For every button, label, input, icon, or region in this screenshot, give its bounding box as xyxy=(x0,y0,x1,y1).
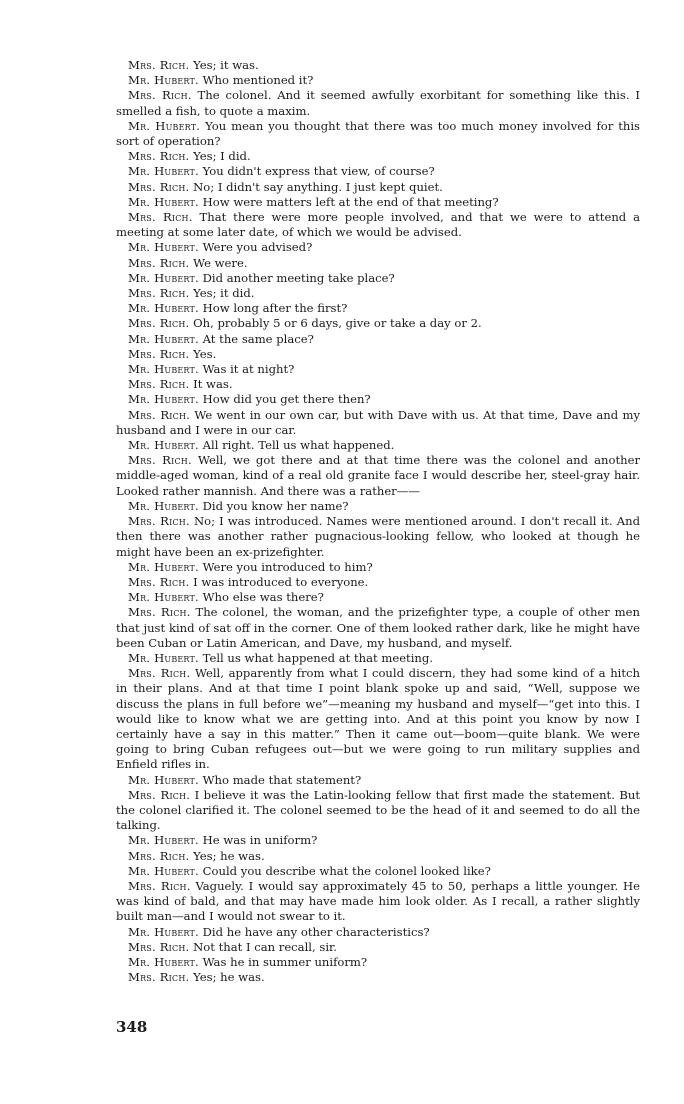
testimony-paragraph xyxy=(116,286,640,301)
testimony-text: Oh, probably 5 or 6 days, give or take a day or 2. xyxy=(193,316,482,331)
testimony-paragraph xyxy=(116,925,640,940)
testimony-paragraph xyxy=(116,180,640,195)
speaker-name: Mrs. Rich. xyxy=(128,939,190,954)
testimony-paragraph xyxy=(116,149,640,164)
testimony-text: Well, apparently from what I could discern, they had some kind of a hitch in their plans. And at that time I point blank spoke up and said, “Well, suppose we discuss the plans in full before we”—meaning my husband and myself—“get into this. I would like to know what we are getting into. And at this point you know by now I certainly have a say in this matter.” Then it came out—boom—quite blank. We were going to bring Cuban refugees out—but we were going to run military supplies and Enfield rifles in. xyxy=(116,666,640,772)
testimony-paragraph xyxy=(116,514,640,560)
testimony-text: Who mentioned it? xyxy=(202,73,314,88)
testimony-text: Was it at night? xyxy=(202,362,295,377)
testimony-paragraph xyxy=(116,58,640,73)
testimony-text: The colonel, the woman, and the prizefighter type, a couple of other men that just kind of sat off in the corner. One of them looked rather dark, like he might have been Cuban or Latin American, and Dave, my husband, and myself. xyxy=(116,605,641,650)
testimony-paragraph xyxy=(116,88,640,118)
testimony-paragraph xyxy=(116,332,640,347)
testimony-paragraph xyxy=(116,453,640,499)
speaker-name: Mrs. Rich. xyxy=(128,970,190,985)
speaker-name: Mr. Hubert. xyxy=(128,833,199,848)
speaker-name: Mrs. Rich. xyxy=(128,346,190,361)
testimony-text: Who else was there? xyxy=(202,590,324,605)
speaker-name: Mrs. Rich. xyxy=(128,149,190,164)
speaker-name: Mrs. Rich. xyxy=(128,210,193,225)
testimony-paragraph xyxy=(116,788,640,834)
testimony-paragraph xyxy=(116,240,640,255)
testimony-text: We went in our own car, but with Dave with us. At that time, Dave and my husband and I were in our car. xyxy=(116,407,641,437)
testimony-paragraph xyxy=(116,347,640,362)
speaker-name: Mr. Hubert. xyxy=(128,498,199,513)
testimony-text: Yes; he was. xyxy=(193,848,265,863)
testimony-text: Did you know her name? xyxy=(202,498,349,513)
testimony-text: At the same place? xyxy=(202,331,314,346)
testimony-text: Tell us what happened at that meeting. xyxy=(202,650,433,665)
testimony-paragraph xyxy=(116,438,640,453)
testimony-paragraph xyxy=(116,833,640,848)
testimony-text: How were matters left at the end of that meeting? xyxy=(202,194,499,209)
speaker-name: Mr. Hubert. xyxy=(128,863,199,878)
testimony-text: That there were more people involved, and that we were to attend a meeting at some later date, of which we would be advised. xyxy=(116,210,641,240)
testimony-text: Did another meeting take place? xyxy=(202,270,395,285)
testimony-text: He was in uniform? xyxy=(202,833,318,848)
speaker-name: Mr. Hubert. xyxy=(128,954,199,969)
testimony-paragraph xyxy=(116,73,640,88)
speaker-name: Mr. Hubert. xyxy=(128,924,199,939)
testimony-text: Could you describe what the colonel looked like? xyxy=(202,863,491,878)
speaker-name: Mrs. Rich. xyxy=(128,58,190,72)
testimony-text: You didn't express that view, of course? xyxy=(202,164,435,179)
testimony-text: Vaguely. I would say approximately 45 to 50, perhaps a little younger. He was kind of bald, and that may have made him look older. As I recall, a rather slightly built man—and I would not swear to it. xyxy=(116,878,641,924)
testimony-text: Yes. xyxy=(193,346,217,361)
testimony-paragraph xyxy=(116,195,640,210)
speaker-name: Mr. Hubert. xyxy=(128,301,199,316)
speaker-name: Mrs. Rich. xyxy=(128,179,190,194)
speaker-name: Mrs. Rich. xyxy=(128,88,192,103)
testimony-text: We were. xyxy=(193,255,248,270)
testimony-text: Did he have any other characteristics? xyxy=(202,924,430,939)
testimony-paragraph xyxy=(116,651,640,666)
speaker-name: Mrs. Rich. xyxy=(128,255,190,270)
testimony-paragraph xyxy=(116,499,640,514)
testimony-paragraph xyxy=(116,879,640,925)
testimony-paragraph xyxy=(116,560,640,575)
testimony-paragraph xyxy=(116,210,640,240)
testimony-text: No; I didn't say anything. I just kept quiet. xyxy=(193,179,443,194)
testimony-paragraph xyxy=(116,864,640,879)
testimony-text: Yes; he was. xyxy=(193,970,265,985)
speaker-name: Mrs. Rich. xyxy=(128,848,190,863)
testimony-paragraph xyxy=(116,271,640,286)
speaker-name: Mrs. Rich. xyxy=(128,316,190,331)
testimony-text: How did you get there then? xyxy=(202,392,371,407)
testimony-paragraph xyxy=(116,605,640,651)
testimony-text: Yes; it did. xyxy=(193,286,255,301)
testimony-paragraph xyxy=(116,666,640,772)
speaker-name: Mr. Hubert. xyxy=(128,559,199,574)
testimony-text: How long after the first? xyxy=(202,301,348,316)
testimony-text: No; I was introduced. Names were mentioned around. I don't recall it. And then there was another rather pugnacious-looking fellow, who looked at though he might have been an ex-prizefighter. xyxy=(116,514,641,559)
testimony-paragraph xyxy=(116,316,640,331)
speaker-name: Mr. Hubert. xyxy=(128,118,201,133)
testimony-text: All right. Tell us what happened. xyxy=(202,438,395,453)
testimony-text: You mean you thought that there was too much money involved for this sort of operation? xyxy=(116,118,640,149)
testimony-text: I was introduced to everyone. xyxy=(193,574,369,589)
speaker-name: Mr. Hubert. xyxy=(128,392,199,407)
testimony-paragraph xyxy=(116,119,640,149)
testimony-paragraph xyxy=(116,256,640,271)
testimony-text: Well, we got there and at that time there was the colonel and another middle-aged woman, kind of a real old granite face I would describe her, steel-gray hair. Looked rather mannish. And there was a rather—— xyxy=(116,453,641,498)
testimony-paragraph xyxy=(116,377,640,392)
testimony-text: Were you advised? xyxy=(202,240,313,255)
testimony-paragraph xyxy=(116,590,640,605)
testimony-text: Yes; I did. xyxy=(193,149,251,164)
speaker-name: Mrs. Rich. xyxy=(128,407,191,422)
testimony-text: The colonel. And it seemed awfully exorbitant for something like this. I smelled a fish, to quote a maxim. xyxy=(116,88,640,118)
speaker-name: Mr. Hubert. xyxy=(128,590,199,605)
testimony-paragraph xyxy=(116,301,640,316)
speaker-name: Mrs. Rich. xyxy=(128,666,191,681)
testimony-paragraph xyxy=(116,849,640,864)
testimony-text: Were you introduced to him? xyxy=(202,559,373,574)
speaker-name: Mr. Hubert. xyxy=(128,650,199,665)
speaker-name: Mrs. Rich. xyxy=(128,878,191,893)
speaker-name: Mr. Hubert. xyxy=(128,772,199,787)
testimony-paragraph xyxy=(116,970,640,985)
speaker-name: Mrs. Rich. xyxy=(128,514,190,529)
speaker-name: Mr. Hubert. xyxy=(128,194,199,209)
testimony-paragraph xyxy=(116,392,640,407)
testimony-paragraph xyxy=(116,955,640,970)
testimony-text: Who made that statement? xyxy=(202,772,362,787)
testimony-text: Was he in summer uniform? xyxy=(202,954,368,969)
speaker-name: Mr. Hubert. xyxy=(128,240,199,255)
speaker-name: Mrs. Rich. xyxy=(128,574,190,589)
testimony-text: I believe it was the Latin-looking fellow that first made the statement. But the colonel clarified it. The colonel seemed to be the head of it and seemed to do all the talking. xyxy=(116,787,640,833)
speaker-name: Mrs. Rich. xyxy=(128,453,192,468)
testimony-text: Yes; it was. xyxy=(193,58,259,72)
testimony-paragraph xyxy=(116,773,640,788)
testimony-text: It was. xyxy=(193,377,233,392)
speaker-name: Mr. Hubert. xyxy=(128,270,199,285)
speaker-name: Mrs. Rich. xyxy=(128,286,190,301)
speaker-name: Mrs. Rich. xyxy=(128,377,190,392)
speaker-name: Mr. Hubert. xyxy=(128,164,199,179)
testimony-paragraph xyxy=(116,575,640,590)
transcript-body xyxy=(116,58,640,985)
speaker-name: Mr. Hubert. xyxy=(128,438,199,453)
speaker-name: Mrs. Rich. xyxy=(128,605,191,620)
testimony-paragraph xyxy=(116,164,640,179)
testimony-paragraph xyxy=(116,362,640,377)
speaker-name: Mr. Hubert. xyxy=(128,331,199,346)
speaker-name: Mrs. Rich. xyxy=(128,787,191,802)
testimony-paragraph xyxy=(116,940,640,955)
testimony-paragraph xyxy=(116,408,640,438)
page-number: 348 xyxy=(116,1018,148,1036)
speaker-name: Mr. Hubert. xyxy=(128,73,199,88)
testimony-text: Not that I can recall, sir. xyxy=(193,939,337,954)
speaker-name: Mr. Hubert. xyxy=(128,362,199,377)
